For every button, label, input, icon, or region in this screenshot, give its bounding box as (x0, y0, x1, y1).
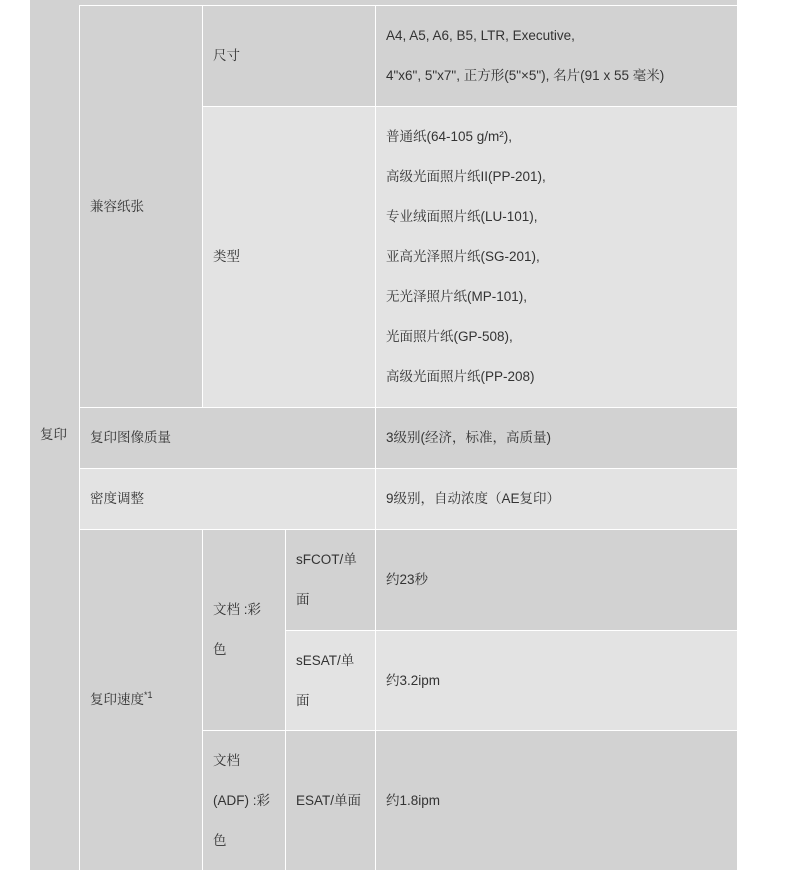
density-value: 9级别，自动浓度（AE复印） (386, 491, 561, 506)
image-quality-label: 复印图像质量 (90, 430, 171, 445)
speed-label-cell (80, 530, 202, 870)
sesat-value: 约3.2ipm (386, 672, 441, 688)
esat-label: ESAT/单面 (296, 792, 362, 808)
sesat-line: 面 (296, 693, 310, 708)
image-quality-label-cell (80, 408, 375, 468)
paper-type-line: 亚高光泽照片纸(SG-201), (386, 249, 540, 264)
doc-adf-line: 文档 (213, 753, 240, 768)
paper-type-line: 普通纸(64-105 g/m²), (386, 129, 513, 144)
doc-color-label-cell (203, 530, 285, 730)
paper-type-value-cell (376, 107, 737, 407)
density-label-cell (80, 469, 375, 529)
sfcot-value: 约23秒 (386, 572, 429, 587)
paper-size-value-cell (376, 6, 737, 106)
doc-color-line: 文档 :彩 (213, 602, 262, 617)
paper-type-line: 高级光面照片纸(PP-208) (386, 369, 535, 384)
image-quality-value-cell (376, 408, 737, 468)
sesat-line: sESAT/单 (296, 653, 355, 668)
image-quality-value: 3级别(经济，标准，高质量) (386, 430, 551, 445)
doc-adf-label-cell (203, 731, 285, 870)
section-label: 复印 (40, 427, 67, 442)
paper-size-label: 尺寸 (213, 48, 240, 63)
sesat-label-cell (286, 631, 375, 730)
paper-size-label-cell (203, 6, 375, 106)
density-label: 密度调整 (90, 491, 144, 506)
section-cell-copy (30, 0, 79, 870)
paper-type-label-cell (203, 107, 375, 407)
paper-size-line: 4"x6", 5"x7", 正方形(5"×5"), 名片(91 x 55 毫米) (386, 68, 665, 83)
paper-group-label-cell (80, 6, 202, 407)
paper-type-label: 类型 (213, 249, 240, 264)
sfcot-line: 面 (296, 592, 310, 607)
sfcot-value-cell (376, 530, 737, 630)
speed-footnote: *1 (144, 690, 153, 700)
paper-type-line: 专业绒面照片纸(LU-101), (386, 209, 538, 224)
esat-value: 约1.8ipm (386, 792, 441, 808)
doc-adf-line: (ADF) :彩 (213, 793, 270, 808)
density-value-cell (376, 469, 737, 529)
sfcot-line: sFCOT/单 (296, 552, 357, 567)
paper-type-line: 无光泽照片纸(MP-101), (386, 289, 528, 304)
esat-value-cell (376, 731, 737, 870)
sesat-value-cell (376, 631, 737, 730)
doc-color-line: 色 (213, 642, 227, 657)
paper-type-line: 高级光面照片纸II(PP-201), (386, 169, 546, 184)
doc-adf-line: 色 (213, 833, 227, 848)
paper-type-line: 光面照片纸(GP-508), (386, 329, 513, 344)
speed-label: 复印速度$^{*1}$ (90, 690, 153, 707)
paper-group-label: 兼容纸张 (90, 198, 144, 214)
sfcot-label-cell (286, 530, 375, 630)
esat-label-cell (286, 731, 375, 870)
paper-size-line: A4, A5, A6, B5, LTR, Executive, (386, 28, 575, 43)
